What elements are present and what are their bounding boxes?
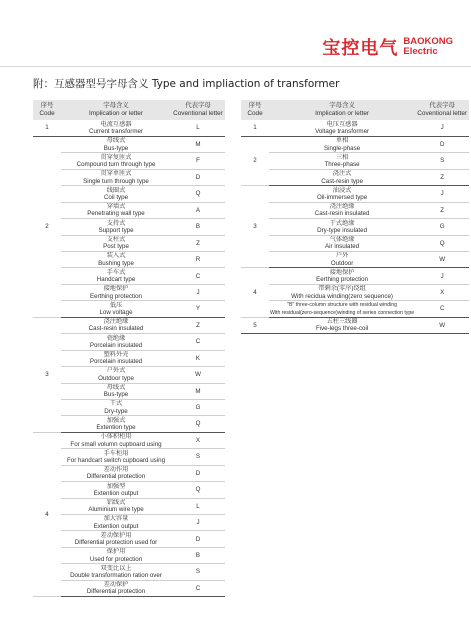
implication-en: Voltage transformer [315, 127, 370, 135]
implication-cn: 支柱式 [106, 235, 126, 243]
implication-cn: 穿墙式 [106, 203, 126, 211]
code-cell: 5 [241, 317, 269, 333]
implication-cell [61, 169, 171, 185]
implication-cn: 接地保护 [329, 268, 355, 276]
letter-cell: C [415, 301, 469, 317]
implication-en: Low voltage [99, 309, 133, 317]
implication-cn: 贯穿单匝式 [100, 170, 132, 178]
code-cell: 3 [33, 317, 61, 432]
implication-cell [61, 202, 171, 218]
letter-cell: B [171, 219, 225, 235]
implication-cell [61, 399, 171, 415]
implication-cell [61, 465, 171, 481]
implication-cell [61, 350, 171, 366]
implication-cell [61, 120, 171, 136]
table-row [33, 317, 225, 333]
implication-cell [61, 136, 171, 152]
implication-en: Penetrating wall type [87, 210, 145, 218]
implication-en: Aluminium wire type [88, 506, 144, 514]
table-row [33, 219, 225, 235]
table-row [241, 268, 469, 284]
letter-cell: X [415, 284, 469, 300]
implication-cn: 干式 [109, 400, 123, 408]
letter-cell: J [415, 268, 469, 284]
implication-cn: 手车式 [106, 268, 126, 276]
implication-en: Eerthing protection [90, 292, 142, 300]
implication-cell [61, 252, 171, 268]
brand-logo [322, 34, 453, 60]
implication-cn: 五柱三线圈 [326, 318, 358, 326]
letter-cell: J [171, 515, 225, 531]
implication-en: Support type [98, 226, 134, 234]
implication-cell [61, 580, 171, 596]
letter-cell: Z [415, 202, 469, 218]
implication-en: Post type [103, 243, 129, 251]
table-row [241, 219, 469, 235]
implication-cell [269, 186, 415, 202]
table-row [33, 531, 225, 547]
letter-cell: S [415, 153, 469, 169]
letter-cell: X [171, 432, 225, 448]
implication-en: Single turn through type [83, 177, 149, 185]
implication-en: With residual(zero-sequence)winding of series connection type [270, 309, 415, 316]
implication-en: Bus-type [103, 391, 129, 399]
letter-cell: Q [171, 416, 225, 432]
implication-cell [61, 268, 171, 284]
header-code: 序号 Code [241, 100, 269, 120]
table-row [33, 432, 225, 448]
letter-cell: Z [415, 169, 469, 185]
table-row [241, 136, 469, 152]
table-row [241, 317, 469, 333]
code-cell: 4 [241, 268, 269, 317]
code-cell: 1 [241, 120, 269, 136]
letter-cell: S [171, 564, 225, 580]
implication-en: Cast-resin insulated [88, 325, 144, 333]
implication-cell [61, 432, 171, 448]
letter-cell: M [171, 136, 225, 152]
implication-cell [269, 284, 415, 300]
letter-cell: C [171, 334, 225, 350]
logo-en-bottom: Electric [403, 46, 438, 57]
table-row [241, 169, 469, 185]
implication-en: Differential protection [86, 473, 146, 481]
implication-cn: 保护用 [106, 548, 126, 556]
implication-cn: 浇注式 [332, 170, 352, 178]
implication-cell [61, 219, 171, 235]
implication-en: For small volumn cupboard using [70, 440, 162, 448]
table-row [33, 153, 225, 169]
table-row [33, 202, 225, 218]
letter-cell: D [171, 531, 225, 547]
implication-cell [61, 284, 171, 300]
table-row [33, 580, 225, 596]
implication-en: Eerthing protection [316, 276, 369, 284]
header-implication: 字母含义 Implication or letter [269, 100, 415, 120]
implication-cn: 差动保护用 [100, 531, 132, 539]
table-row [241, 235, 469, 251]
implication-cell [61, 547, 171, 563]
implication-cn: 手车柜用 [103, 449, 129, 457]
implication-en: Current transformer [89, 127, 143, 135]
implication-cn: 铝线式 [106, 498, 126, 506]
implication-cn: 小体积柜用 [100, 433, 132, 441]
implication-cell [269, 169, 415, 185]
header-letter: 代表字母 Coventional letter [415, 100, 469, 120]
table-row [241, 284, 469, 300]
letter-cell: K [171, 350, 225, 366]
implication-cell [269, 252, 415, 268]
implication-en: Dry-type [104, 407, 128, 415]
table-row [33, 268, 225, 284]
implication-cn: 户外 [335, 252, 349, 260]
implication-cell [269, 317, 415, 333]
implication-en: Bus-type [103, 144, 129, 152]
table-row [33, 367, 225, 383]
implication-cell [61, 301, 171, 317]
implication-cn: 电流互感器 [100, 120, 132, 128]
letter-cell: J [415, 186, 469, 202]
implication-en: Extention output [93, 489, 139, 497]
right-table [241, 100, 469, 334]
header-divider [0, 66, 471, 67]
implication-en: Porcelain insulated [89, 358, 143, 366]
letter-cell: B [171, 547, 225, 563]
implication-en: Dry-type insulated [317, 226, 368, 234]
page-title: 附：互感器型号字母含义 Type and impliaction of transformer [33, 78, 340, 90]
implication-cn: 加强式 [106, 416, 126, 424]
table-row [241, 120, 469, 136]
left-table [33, 100, 225, 597]
code-cell: 1 [33, 120, 61, 136]
implication-cell [269, 268, 415, 284]
table-row [241, 186, 469, 202]
table-row [33, 169, 225, 185]
implication-cn: 电压互感器 [326, 120, 358, 128]
implication-cn: 瓷绝缘 [106, 334, 126, 342]
table-row [33, 136, 225, 152]
table-row [33, 120, 225, 136]
implication-cn: 接地保护 [103, 285, 129, 293]
table-header [241, 100, 469, 120]
logo-chinese: 宝控电气 [322, 38, 399, 59]
table-row [33, 235, 225, 251]
implication-cell [61, 564, 171, 580]
table-row [33, 449, 225, 465]
table-row [33, 416, 225, 432]
implication-en: With recidua winding(zero sequence) [291, 292, 393, 300]
implication-cell [269, 235, 415, 251]
logo-english [403, 37, 453, 57]
implication-en: Oil-immersed type [316, 193, 368, 201]
letter-cell: J [171, 284, 225, 300]
implication-cn: 浇注绝缘 [103, 318, 129, 326]
letter-cell: R [171, 252, 225, 268]
implication-cn: 母线式 [106, 383, 126, 391]
table-row [33, 515, 225, 531]
implication-cn: 装入式 [106, 252, 126, 260]
implication-en: Coil type [103, 193, 129, 201]
implication-cn: 线圈式 [106, 186, 126, 194]
implication-cn: 带剩余(零序)绕组 [318, 285, 366, 293]
implication-en: Extention output [93, 522, 139, 530]
code-cell: 4 [33, 432, 61, 596]
table-row [241, 153, 469, 169]
table-row [33, 498, 225, 514]
implication-en: Porcelain insulated [89, 341, 143, 349]
implication-cell [61, 235, 171, 251]
implication-en: Used for protection [89, 555, 143, 563]
table-row [33, 350, 225, 366]
letter-cell: G [171, 399, 225, 415]
letter-cell: Q [415, 235, 469, 251]
letter-cell: Z [171, 235, 225, 251]
table-row [33, 547, 225, 563]
implication-en: Outdoor type [98, 374, 134, 382]
implication-en: For handcart switch cupboard using [66, 456, 166, 464]
implication-cn: 差动保护 [103, 581, 129, 589]
table-row [33, 383, 225, 399]
implication-en: Five-legs three-coil [315, 325, 369, 333]
implication-cn: 支持式 [106, 219, 126, 227]
implication-en: Three-phase [324, 161, 360, 169]
implication-cn: 单相 [335, 137, 349, 145]
implication-cn: 油浸式 [332, 186, 352, 194]
table-row [33, 284, 225, 300]
implication-cn: 贯穿复匝式 [100, 153, 132, 161]
header-letter: 代表字母 Coventional letter [171, 100, 225, 120]
table-header [33, 100, 225, 120]
implication-cn: 加强型 [106, 482, 126, 490]
implication-cn: 塑料外壳 [103, 351, 129, 359]
implication-cell [61, 334, 171, 350]
implication-en: Extention type [96, 424, 136, 432]
code-cell: 3 [241, 186, 269, 268]
table-row [241, 301, 469, 317]
implication-cell [61, 186, 171, 202]
letter-cell: C [171, 268, 225, 284]
table-row [241, 202, 469, 218]
letter-cell: M [171, 383, 225, 399]
letter-cell: Q [171, 482, 225, 498]
implication-en: Handcart type [96, 276, 136, 284]
implication-cell [61, 498, 171, 514]
letter-cell: C [171, 580, 225, 596]
implication-cell [61, 317, 171, 333]
implication-cell [61, 367, 171, 383]
implication-cell [61, 531, 171, 547]
letter-cell: W [171, 367, 225, 383]
implication-cn: 差动作用 [103, 466, 129, 474]
letter-cell: G [415, 219, 469, 235]
implication-en: Outdoor [330, 259, 354, 267]
letter-cell: S [171, 449, 225, 465]
implication-cell [61, 153, 171, 169]
implication-cell [269, 219, 415, 235]
header-implication: 字母含义 Implication or letter [61, 100, 171, 120]
letter-cell: W [415, 252, 469, 268]
implication-cell [269, 202, 415, 218]
code-cell: 2 [33, 136, 61, 317]
implication-cell [61, 416, 171, 432]
letter-cell: D [415, 136, 469, 152]
letter-cell: J [415, 120, 469, 136]
letter-cell: A [171, 202, 225, 218]
table-row [33, 334, 225, 350]
implication-en: Differential protection used for [74, 539, 158, 547]
letter-cell: F [171, 153, 225, 169]
implication-cell [269, 120, 415, 136]
table-row [33, 186, 225, 202]
letter-cell: L [171, 498, 225, 514]
letter-cell: Q [171, 186, 225, 202]
implication-cn: 三相 [335, 153, 349, 161]
implication-cn: 低压 [109, 301, 123, 309]
implication-cell [269, 136, 415, 152]
header-code: 序号 Code [33, 100, 61, 120]
implication-en: Double transformation ration over [70, 572, 162, 580]
letter-cell: Z [171, 317, 225, 333]
implication-cell [61, 383, 171, 399]
implication-cn: 户外式 [106, 367, 126, 375]
implication-cell [269, 153, 415, 169]
implication-cn: 母线式 [106, 137, 126, 145]
table-row [33, 482, 225, 498]
implication-en: Single-phase [324, 144, 361, 152]
implication-en: Bushing type [98, 259, 134, 267]
letter-cell: D [171, 169, 225, 185]
implication-en: Compound turn through type [76, 161, 156, 169]
table-row [33, 465, 225, 481]
implication-en: Differential protection [86, 588, 146, 596]
letter-cell: Y [171, 301, 225, 317]
implication-cn: "B" three-column structure with residual winding [287, 302, 397, 309]
implication-cn: 干式绝缘 [329, 219, 355, 227]
letter-cell: D [171, 465, 225, 481]
table-row [33, 399, 225, 415]
implication-cell [61, 482, 171, 498]
implication-cell [61, 449, 171, 465]
letter-cell: W [415, 317, 469, 333]
implication-cell [61, 515, 171, 531]
table-row [33, 252, 225, 268]
implication-cell [269, 301, 415, 317]
table-row [241, 252, 469, 268]
implication-en: Cast-resin insulated [314, 210, 370, 218]
implication-cn: 气体绝缘 [329, 235, 355, 243]
table-row [33, 564, 225, 580]
logo-en-top: BAOKONG [403, 36, 453, 47]
implication-en: Cast-resin type [321, 177, 363, 185]
table-row [33, 301, 225, 317]
implication-cn: 浇注绝缘 [329, 203, 355, 211]
implication-cn: 双变比以上 [100, 564, 132, 572]
implication-en: Air insulated [325, 243, 360, 251]
code-cell: 2 [241, 136, 269, 185]
implication-cn: 加大容量 [103, 515, 129, 523]
letter-cell: L [171, 120, 225, 136]
